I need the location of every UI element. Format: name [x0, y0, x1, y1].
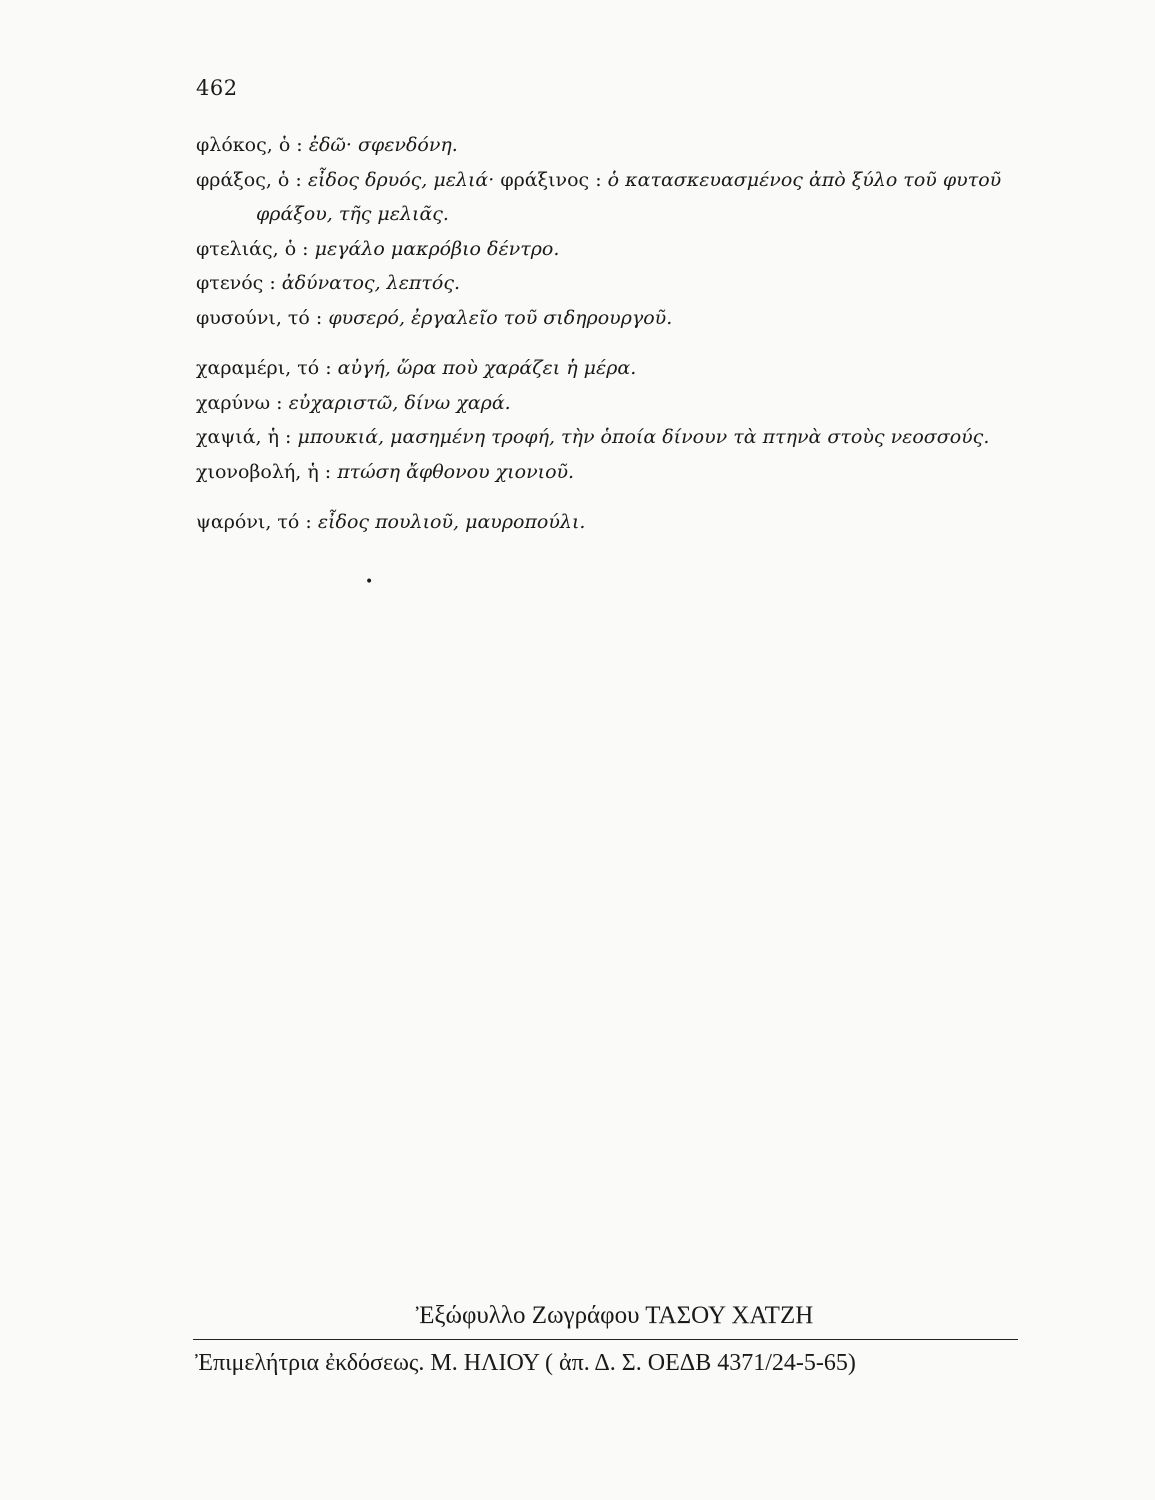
- entry-definition: μεγάλο μακρόβιο δέντρο.: [314, 237, 560, 260]
- glossary-group-psi: [196, 505, 1056, 540]
- entry-term-secondary: φράξινος :: [500, 168, 608, 191]
- ink-speck: •: [365, 574, 374, 590]
- entry-definition: ἀδύνατος, λεπτός.: [281, 272, 461, 294]
- entry-term: φλόκος, ὁ :: [196, 134, 309, 156]
- colophon: [193, 1299, 1018, 1378]
- entry-term: φυσούνι, τό :: [196, 306, 329, 329]
- entry-definition: εὐχαριστῶ, δίνω χαρά.: [288, 391, 511, 414]
- glossary-entry: [196, 266, 1056, 301]
- glossary-entry: [196, 420, 1056, 455]
- entry-continuation: φράξου, τῆς μελιᾶς.: [256, 203, 449, 225]
- entry-term: χαραμέρι, τό :: [196, 357, 338, 379]
- glossary-entry: [196, 128, 1056, 163]
- entry-term: χαψιά, ἡ :: [196, 426, 298, 448]
- entry-definition: εἶδος δρυός, μελιά·: [307, 168, 501, 191]
- cover-credit: Ἐξώφυλλο Ζωγράφου ΤΑΣΟΥ ΧΑΤΖΗ: [415, 1302, 814, 1329]
- glossary-entry: [196, 505, 1056, 540]
- glossary-group-phi: [196, 128, 1056, 335]
- editor-credit: Ἐπιμελήτρια ἐκδόσεως. Μ. ΗΛΙΟΥ ( ἀπ. Δ. Σ. ΟΕΔΒ 4371/24-5-65): [195, 1350, 856, 1376]
- entry-definition-secondary: ὁ κατασκευασμένος ἀπὸ ξύλο τοῦ φυτοῦ: [607, 168, 1002, 191]
- page-number: 462: [196, 76, 238, 100]
- entry-term: φτενός :: [196, 272, 282, 294]
- entry-definition: πτώση ἄφθονου χιονιοῦ.: [337, 460, 575, 483]
- glossary-entry: [196, 455, 1056, 490]
- glossary-group-chi: [196, 351, 1056, 489]
- entry-definition: εἶδος πουλιοῦ, μαυροπούλι.: [317, 511, 586, 533]
- entry-definition: φυσερό, ἐργαλεῖο τοῦ σιδηρουργοῦ.: [328, 306, 673, 329]
- entry-term: φτελιάς, ὁ :: [196, 237, 315, 260]
- entry-term: φράξος, ὁ :: [196, 168, 308, 191]
- glossary-entry: [196, 163, 1056, 232]
- glossary-entry: [196, 351, 1056, 386]
- glossary-entry: [196, 301, 1056, 336]
- entry-term: ψαρόνι, τό :: [196, 511, 318, 533]
- entry-term: χιονοβολή, ἡ :: [196, 460, 338, 483]
- entry-definition: αὐγή, ὥρα ποὺ χαράζει ἡ μέρα.: [337, 357, 637, 379]
- entry-term: χαρύνω :: [196, 391, 289, 414]
- glossary-entry: [196, 232, 1056, 267]
- entry-definition: ἐδῶ· σφενδόνη.: [308, 134, 458, 156]
- divider: [193, 1339, 1018, 1340]
- entry-definition: μπουκιά, μασημένη τροφή, τὴν ὁποία δίνουν τὰ πτηνὰ στοὺς νεοσσούς.: [297, 426, 990, 448]
- glossary-entry: [196, 386, 1056, 421]
- glossary: [196, 128, 1056, 556]
